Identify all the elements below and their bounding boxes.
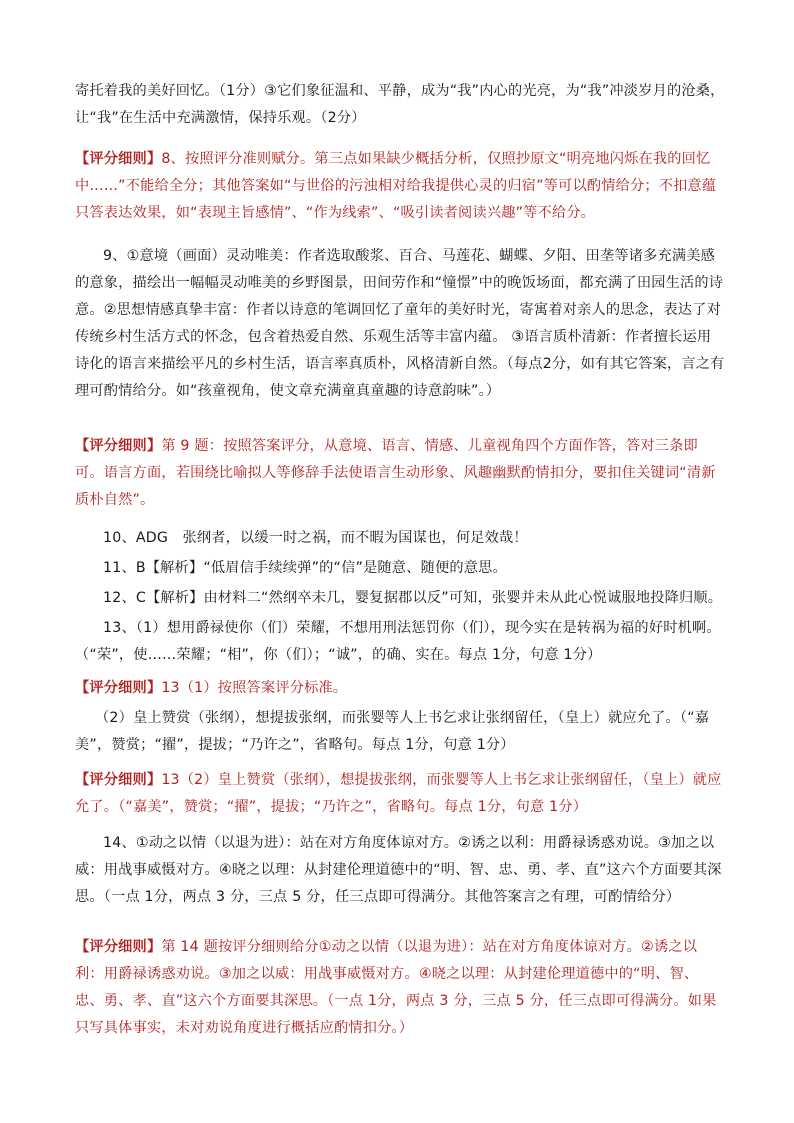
answer-9: 9、①意境（画面）灵动唯美：作者选取酸浆、百合、马莲花、蝴蝶、夕阳、田垄等诸多充满美感的意象，描绘出一幅幅灵动唯美的乡野图景，田间劳作和“憧憬”中的晚饭场面，都充满了田园生活的诗意。②思想情感真挚丰富：作者以诗意的笔调回忆了童年的美好时光，寄寓着对亲人的思念，表达了对传统乡村生活方式的怀念，包含着热爱自然、乐观生活等丰富内蕴。 ③语言质朴清新：作者擅长运用诗化的语言来描绘平凡的乡村生活，语言率真质朴，风格清新自然。（每点2分，如有其它答案，言之有理可酌情给分。如“孩童视角，使文章充满童真童趣的诗意韵味”。） xyxy=(75,248,725,399)
answer-12: 12、C【解析】由材料二“然纲卒未几，婴复据郡以反”可知，张婴并未从此心悦诚服地投降归顺。 xyxy=(103,590,723,606)
answer-13-1: 13、（1）想用爵禄使你（们）荣耀，不想用刑法惩罚你（们），现今实在是转祸为福的好时机啊。（“荣”，使……荣耀；“相”，你（们）；“诚”，的确、实在。每点 1分，句意 1分） xyxy=(75,620,721,663)
answer-14: 14、①动之以情（以退为进）：站在对方角度体谅对方。②诱之以利：用爵禄诱惑劝说。③加之以威：用战事威慑对方。④晓之以理：从封建伦理道德中的“明、智、忠、勇、孝、直”这六个方面要其深思。（一点 1分，两点 3 分，三点 5 分，任三点即可得满分。其他答案言之有理，可酌情给分） xyxy=(75,835,722,905)
scoring-rule-tag: 【评分细则】 xyxy=(75,151,162,167)
scoring-rule-13-1 xyxy=(75,675,725,702)
scoring-rule-text: 第 14 题按评分细则给分①动之以情（以退为进）：站在对方角度体谅对方。②诱之以利：用爵禄诱惑劝说。③加之以威：用战事威慑对方。④晓之以理：从封建伦理道德中的“明、智、忠、勇、孝、直”这六个方面要其深思。（一点 1分，两点 3 分，三点 5 分，任三点即可得满分。如果只写具体事实，未对劝说角度进行概括应酌情扣分。） xyxy=(75,939,717,1036)
scoring-rule-tag: 【评分细则】 xyxy=(75,680,162,696)
scoring-rule-8 xyxy=(75,146,725,227)
scoring-rule-text: 8、按照评分准则赋分。第三点如果缺少概括分析，仅照抄原文“明亮地闪烁在我的回忆中……”不能给全分；其他答案如“与世俗的污浊相对给我提供心灵的归宿”等可以酌情给分；不扣意蕴只答表达效果，如“表现主旨感情”、“作为线索”、“吸引读者阅读兴趣”等不给分。 xyxy=(75,151,717,221)
answer-13-2: （2）皇上赞赏（张纲），想提拔张纲，而张婴等人上书乞求让张纲留任，（皇上）就应允了。（“嘉美”，赞赏；“擢”，提拔；“乃许之”，省略句。每点 1分，句意 1分） xyxy=(75,710,710,753)
answer-11: 11、B【解析】“低眉信手续续弹”的“信”是随意、随便的意思。 xyxy=(103,560,507,576)
scoring-rule-text: 13（2）皇上赞赏（张纲），想提拔张纲，而张婴等人上书乞求让张纲留任，（皇上）就应允了。（“嘉美”，赞赏；“擢”，提拔；“乃许之”，省略句。每点 1分，句意 1分） xyxy=(75,772,722,815)
scoring-rule-text: 第 9 题：按照答案评分，从意境、语言、情感、儿童视角四个方面作答，答对三条即可。语言方面，若围绕比喻拟人等修辞手法使语言生动形象、风趣幽默酌情扣分，要扣住关键词“清新质朴自然”。 xyxy=(75,438,716,508)
answer-10: 10、ADG 张纲者，以缓一时之祸，而不暇为国谋也，何足效哉！ xyxy=(103,530,528,546)
scoring-rule-13-2 xyxy=(75,767,725,821)
scoring-rule-tag: 【评分细则】 xyxy=(75,438,162,454)
answer-8-continuation: 寄托着我的美好回忆。（1分）③它们象征温和、平静，成为“我”内心的光亮，为“我”冲淡岁月的沧桑，让“我”在生活中充满激情，保持乐观。（2分） xyxy=(75,83,725,126)
scoring-rule-text: 13（1）按照答案评分标准。 xyxy=(161,680,348,696)
scoring-rule-tag: 【评分细则】 xyxy=(75,772,162,788)
scoring-rule-14 xyxy=(75,934,725,1042)
scoring-rule-9 xyxy=(75,433,725,514)
scoring-rule-tag: 【评分细则】 xyxy=(75,939,162,955)
